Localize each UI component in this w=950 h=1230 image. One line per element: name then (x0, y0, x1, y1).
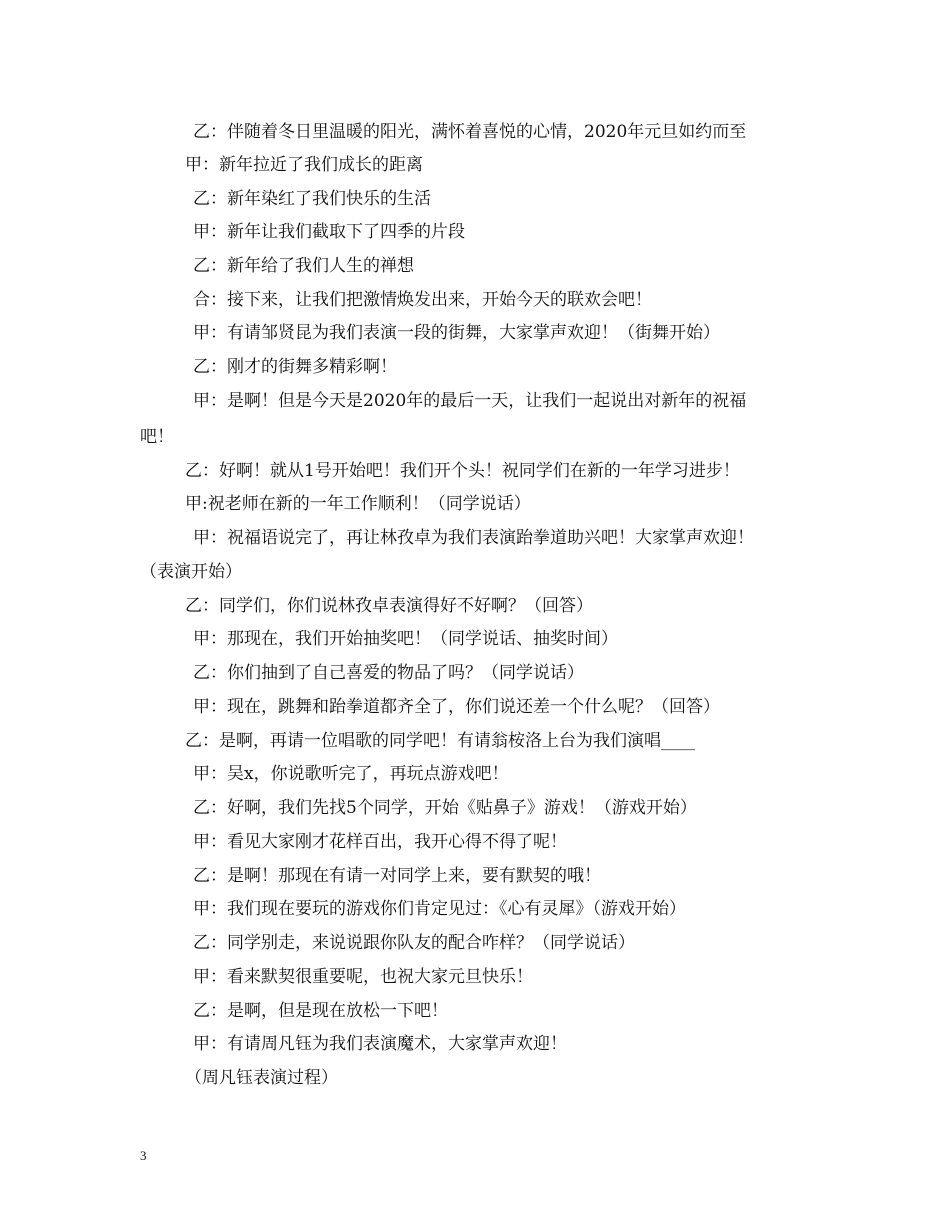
script-line-18: 甲：吴x，你说歌听完了，再玩点游戏吧！ (193, 764, 509, 784)
script-line-2: 甲：新年拉近了我们成长的距离 (185, 155, 423, 175)
script-line-17: 乙：是啊，再请一位唱歌的同学吧！有请翁桉洛上台为我们演唱____ (185, 731, 695, 751)
script-line-13: 乙：同学们，你们说林孜卓表演得好不好啊？（回答） (185, 596, 593, 616)
script-line-20: 甲：看见大家刚才花样百出，我开心得不得了呢！ (193, 832, 567, 852)
script-line-21: 乙：是啊！那现在有请一对同学上来，要有默契的哦！ (193, 866, 601, 886)
script-line-9: 甲：是啊！但是今天是2020年的最后一天，让我们一起说出对新年的祝福 (193, 391, 747, 411)
script-line-9-continued: 吧！ (140, 427, 174, 447)
script-line-19: 乙：好啊，我们先找5个同学，开始《贴鼻子》游戏！（游戏开始） (193, 798, 697, 818)
script-line-26: 甲：有请周凡钰为我们表演魔术，大家掌声欢迎！ (193, 1034, 567, 1054)
script-line-27: （周凡钰表演过程） (185, 1068, 338, 1088)
script-line-4: 甲：新年让我们截取下了四季的片段 (193, 222, 465, 242)
script-line-12: 甲：祝福语说完了，再让林孜卓为我们表演跆拳道助兴吧！大家掌声欢迎！ (193, 528, 754, 548)
page-number: 3 (140, 1148, 147, 1163)
script-line-15: 乙：你们抽到了自己喜爱的物品了吗？（同学说话） (193, 663, 584, 683)
script-line-5: 乙：新年给了我们人生的禅想 (193, 256, 414, 276)
script-line-12-continued: （表演开始） (140, 562, 242, 582)
script-line-8: 乙：刚才的街舞多精彩啊！ (193, 357, 397, 377)
script-line-24: 甲：看来默契很重要呢，也祝大家元旦快乐！ (193, 967, 533, 987)
script-line-7: 甲：有请邹贤昆为我们表演一段的街舞，大家掌声欢迎！（街舞开始） (193, 323, 720, 343)
script-line-6: 合：接下来，让我们把激情焕发出来，开始今天的联欢会吧！ (193, 290, 652, 310)
script-line-23: 乙：同学别走，来说说跟你队友的配合咋样？（同学说话） (193, 933, 635, 953)
script-line-10: 乙：好啊！就从1号开始吧！我们开个头！祝同学们在新的一年学习进步！ (185, 461, 740, 481)
script-line-25: 乙：是啊，但是现在放松一下吧！ (193, 1001, 448, 1021)
script-line-22: 甲：我们现在要玩的游戏你们肯定见过：《心有灵犀》（游戏开始） (193, 899, 686, 919)
script-line-11: 甲:祝老师在新的一年工作顺利！（同学说话） (185, 494, 531, 514)
script-line-14: 甲：那现在，我们开始抽奖吧！（同学说话、抽奖时间） (193, 629, 618, 649)
script-line-16: 甲：现在，跳舞和跆拳道都齐全了，你们说还差一个什么呢？（回答） (193, 697, 720, 717)
script-line-1: 乙：伴随着冬日里温暖的阳光，满怀着喜悦的心情，2020年元旦如约而至 (193, 122, 747, 142)
script-line-3: 乙：新年染红了我们快乐的生活 (193, 189, 431, 209)
